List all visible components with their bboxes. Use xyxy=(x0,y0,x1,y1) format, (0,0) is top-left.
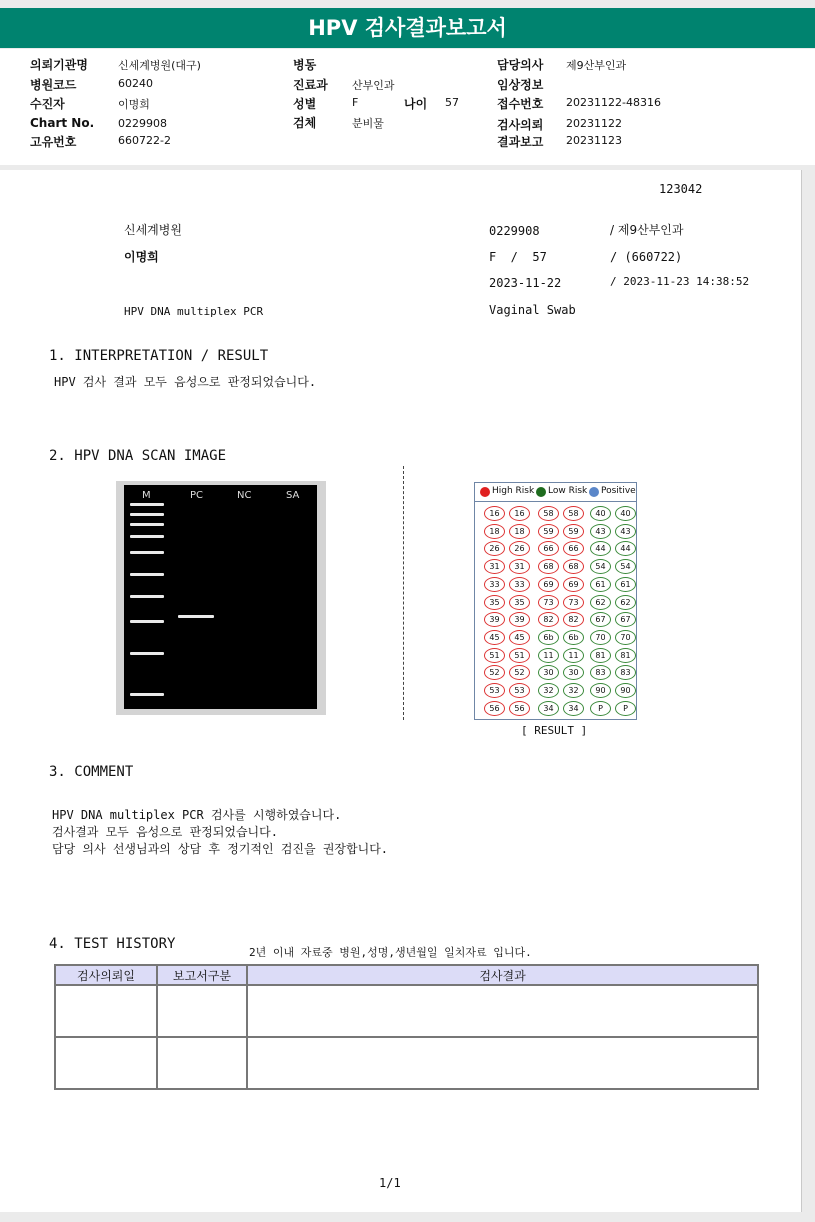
value-doctor: 제9산부인과 xyxy=(566,59,627,72)
marker-band xyxy=(130,535,164,538)
legend-positive: Positive xyxy=(601,486,636,496)
page-number: 1/1 xyxy=(379,1176,401,1190)
genotype-62-marker: 62 xyxy=(590,595,611,610)
genotype-35-marker: 35 xyxy=(484,595,505,610)
report-chart-no: 0229908 xyxy=(489,224,540,238)
report-request-date: 2023-11-22 xyxy=(489,276,562,290)
genotype-30-marker: 30 xyxy=(538,665,559,680)
interpretation-text: HPV 검사 결과 모두 음성으로 판정되었습니다. xyxy=(54,375,317,389)
value-receipt-no: 20231122-48316 xyxy=(566,96,661,109)
high-risk-dot-icon xyxy=(480,487,490,497)
genotype-90-marker: 90 xyxy=(590,683,611,698)
section-comment-title: 3. COMMENT xyxy=(49,764,134,780)
marker-band xyxy=(130,573,164,576)
genotype-56-marker: 56 xyxy=(509,701,530,716)
genotype-58-marker: 58 xyxy=(538,506,559,521)
genotype-61-marker: 61 xyxy=(615,577,636,592)
genotype-34-marker: 34 xyxy=(563,701,584,716)
genotype-58-marker: 58 xyxy=(563,506,584,521)
table-cell xyxy=(247,1037,758,1089)
patient-info-panel xyxy=(0,49,815,165)
genotype-56-marker: 56 xyxy=(484,701,505,716)
lane-label-m: M xyxy=(142,490,151,501)
low-risk-dot-icon xyxy=(536,487,546,497)
value-unique-no: 660722-2 xyxy=(118,134,171,147)
genotype-45-marker: 45 xyxy=(509,630,530,645)
label-clinical-info: 임상정보 xyxy=(497,78,544,92)
hpv-genotype-board xyxy=(474,482,637,720)
comment-line: HPV DNA multiplex PCR 검사를 시행하였습니다. xyxy=(52,808,342,822)
marker-band xyxy=(130,513,164,516)
section-interpretation-title: 1. INTERPRETATION / RESULT xyxy=(49,348,269,364)
value-department: 산부인과 xyxy=(352,79,395,92)
comment-line: 검사결과 모두 음성으로 판정되었습니다. xyxy=(52,825,278,839)
genotype-68-marker: 68 xyxy=(538,559,559,574)
genotype-33-marker: 33 xyxy=(509,577,530,592)
genotype-68-marker: 68 xyxy=(563,559,584,574)
marker-band xyxy=(130,693,164,696)
value-sex: F xyxy=(352,96,359,109)
label-doctor: 담당의사 xyxy=(497,58,544,72)
genotype-54-marker: 54 xyxy=(615,559,636,574)
section-history-title: 4. TEST HISTORY xyxy=(49,936,176,952)
lane-label-sa: SA xyxy=(286,490,300,501)
section-scan-image-title: 2. HPV DNA SCAN IMAGE xyxy=(49,448,227,464)
genotype-31-marker: 31 xyxy=(484,559,505,574)
genotype-6b-marker: 6b xyxy=(563,630,584,645)
genotype-67-marker: 67 xyxy=(590,612,611,627)
label-hospital-code: 병원코드 xyxy=(30,78,77,92)
value-age: 57 xyxy=(445,96,459,109)
genotype-51-marker: 51 xyxy=(484,648,505,663)
report-hospital: 신세계병원 xyxy=(124,223,182,237)
genotype-39-marker: 39 xyxy=(509,612,530,627)
table-cell xyxy=(247,985,758,1037)
genotype-83-marker: 83 xyxy=(590,665,611,680)
genotype-73-marker: 73 xyxy=(563,595,584,610)
genotype-81-marker: 81 xyxy=(590,648,611,663)
genotype-40-marker: 40 xyxy=(615,506,636,521)
marker-band xyxy=(130,620,164,623)
label-unique-no: 고유번호 xyxy=(30,135,77,149)
value-patient: 이명희 xyxy=(118,98,150,111)
report-title: HPV 검사결과보고서 xyxy=(0,8,815,48)
history-header-type: 보고서구분 xyxy=(157,965,247,985)
board-caption: [ RESULT ] xyxy=(521,724,588,737)
genotype-66-marker: 66 xyxy=(538,541,559,556)
genotype-11-marker: 11 xyxy=(538,648,559,663)
genotype-33-marker: 33 xyxy=(484,577,505,592)
table-cell xyxy=(55,1037,157,1089)
genotype-16-marker: 16 xyxy=(484,506,505,521)
marker-band xyxy=(130,503,164,506)
label-requesting-org: 의뢰기관명 xyxy=(30,58,88,72)
genotype-54-marker: 54 xyxy=(590,559,611,574)
genotype-69-marker: 69 xyxy=(538,577,559,592)
genotype-62-marker: 62 xyxy=(615,595,636,610)
report-id: 123042 xyxy=(659,182,703,196)
label-specimen: 검체 xyxy=(293,116,317,130)
report-page xyxy=(0,170,802,1212)
label-ward: 병동 xyxy=(293,58,317,72)
history-header-date: 검사의뢰일 xyxy=(55,965,157,985)
report-patient-name: 이명희 xyxy=(124,250,159,264)
genotype-53-marker: 53 xyxy=(484,683,505,698)
value-specimen: 분비물 xyxy=(352,117,384,130)
pc-band xyxy=(178,615,214,618)
history-header-result: 검사결과 xyxy=(247,965,758,985)
genotype-32-marker: 32 xyxy=(563,683,584,698)
report-specimen: Vaginal Swab xyxy=(489,303,576,317)
positive-dot-icon xyxy=(589,487,599,497)
gel-background xyxy=(124,485,317,709)
divider-dashed xyxy=(403,466,404,720)
genotype-59-marker: 59 xyxy=(563,524,584,539)
comment-line: 담당 의사 선생님과의 상담 후 정기적인 검진을 권장합니다. xyxy=(52,842,389,856)
genotype-82-marker: 82 xyxy=(563,612,584,627)
genotype-34-marker: 34 xyxy=(538,701,559,716)
genotype-16-marker: 16 xyxy=(509,506,530,521)
genotype-59-marker: 59 xyxy=(538,524,559,539)
genotype-18-marker: 18 xyxy=(484,524,505,539)
genotype-32-marker: 32 xyxy=(538,683,559,698)
genotype-90-marker: 90 xyxy=(615,683,636,698)
label-report-date: 결과보고 xyxy=(497,135,544,149)
report-report-datetime: / 2023-11-23 14:38:52 xyxy=(610,275,750,288)
genotype-53-marker: 53 xyxy=(509,683,530,698)
label-patient: 수진자 xyxy=(30,97,65,111)
legend-low-risk: Low Risk xyxy=(548,486,588,496)
genotype-70-marker: 70 xyxy=(615,630,636,645)
legend-high-risk: High Risk xyxy=(492,486,535,496)
table-cell xyxy=(157,985,247,1037)
genotype-6b-marker: 6b xyxy=(538,630,559,645)
report-birth: / (660722) xyxy=(610,250,683,264)
value-report-date: 20231123 xyxy=(566,134,622,147)
value-request-date: 20231122 xyxy=(566,117,622,130)
lane-label-pc: PC xyxy=(190,490,204,501)
label-request-date: 검사의뢰 xyxy=(497,118,544,132)
marker-band xyxy=(130,523,164,526)
genotype-43-marker: 43 xyxy=(615,524,636,539)
table-row xyxy=(55,1037,758,1089)
gel-electrophoresis-image xyxy=(116,481,326,715)
genotype-44-marker: 44 xyxy=(590,541,611,556)
label-receipt-no: 접수번호 xyxy=(497,97,544,111)
genotype-81-marker: 81 xyxy=(615,648,636,663)
genotype-11-marker: 11 xyxy=(563,648,584,663)
history-note: 2년 이내 자료중 병원,성명,생년월일 일치자료 입니다. xyxy=(249,946,532,959)
report-sex-age: F / 57 xyxy=(489,250,547,264)
genotype-31-marker: 31 xyxy=(509,559,530,574)
genotype-82-marker: 82 xyxy=(538,612,559,627)
genotype-26-marker: 26 xyxy=(484,541,505,556)
genotype-P-marker: P xyxy=(615,701,636,716)
board-legend xyxy=(475,483,636,502)
history-table xyxy=(54,964,759,1090)
genotype-18-marker: 18 xyxy=(509,524,530,539)
label-chart-no: Chart No. xyxy=(30,116,95,130)
genotype-66-marker: 66 xyxy=(563,541,584,556)
genotype-83-marker: 83 xyxy=(615,665,636,680)
genotype-40-marker: 40 xyxy=(590,506,611,521)
genotype-26-marker: 26 xyxy=(509,541,530,556)
genotype-45-marker: 45 xyxy=(484,630,505,645)
value-chart-no: 0229908 xyxy=(118,117,167,130)
label-sex: 성별 xyxy=(293,97,317,111)
table-row xyxy=(55,985,758,1037)
genotype-70-marker: 70 xyxy=(590,630,611,645)
genotype-73-marker: 73 xyxy=(538,595,559,610)
label-department: 진료과 xyxy=(293,78,328,92)
genotype-P-marker: P xyxy=(590,701,611,716)
genotype-61-marker: 61 xyxy=(590,577,611,592)
value-requesting-org: 신세계병원(대구) xyxy=(118,59,201,72)
marker-band xyxy=(130,551,164,554)
genotype-67-marker: 67 xyxy=(615,612,636,627)
marker-band xyxy=(130,595,164,598)
report-test-name: HPV DNA multiplex PCR xyxy=(124,305,264,318)
table-cell xyxy=(157,1037,247,1089)
report-dept: / 제9산부인과 xyxy=(610,223,684,237)
label-age: 나이 xyxy=(404,97,428,111)
genotype-39-marker: 39 xyxy=(484,612,505,627)
genotype-51-marker: 51 xyxy=(509,648,530,663)
table-cell xyxy=(55,985,157,1037)
genotype-69-marker: 69 xyxy=(563,577,584,592)
genotype-44-marker: 44 xyxy=(615,541,636,556)
genotype-43-marker: 43 xyxy=(590,524,611,539)
lane-label-nc: NC xyxy=(237,490,252,501)
genotype-52-marker: 52 xyxy=(509,665,530,680)
genotype-30-marker: 30 xyxy=(563,665,584,680)
marker-band xyxy=(130,652,164,655)
value-hospital-code: 60240 xyxy=(118,77,153,90)
genotype-35-marker: 35 xyxy=(509,595,530,610)
genotype-52-marker: 52 xyxy=(484,665,505,680)
